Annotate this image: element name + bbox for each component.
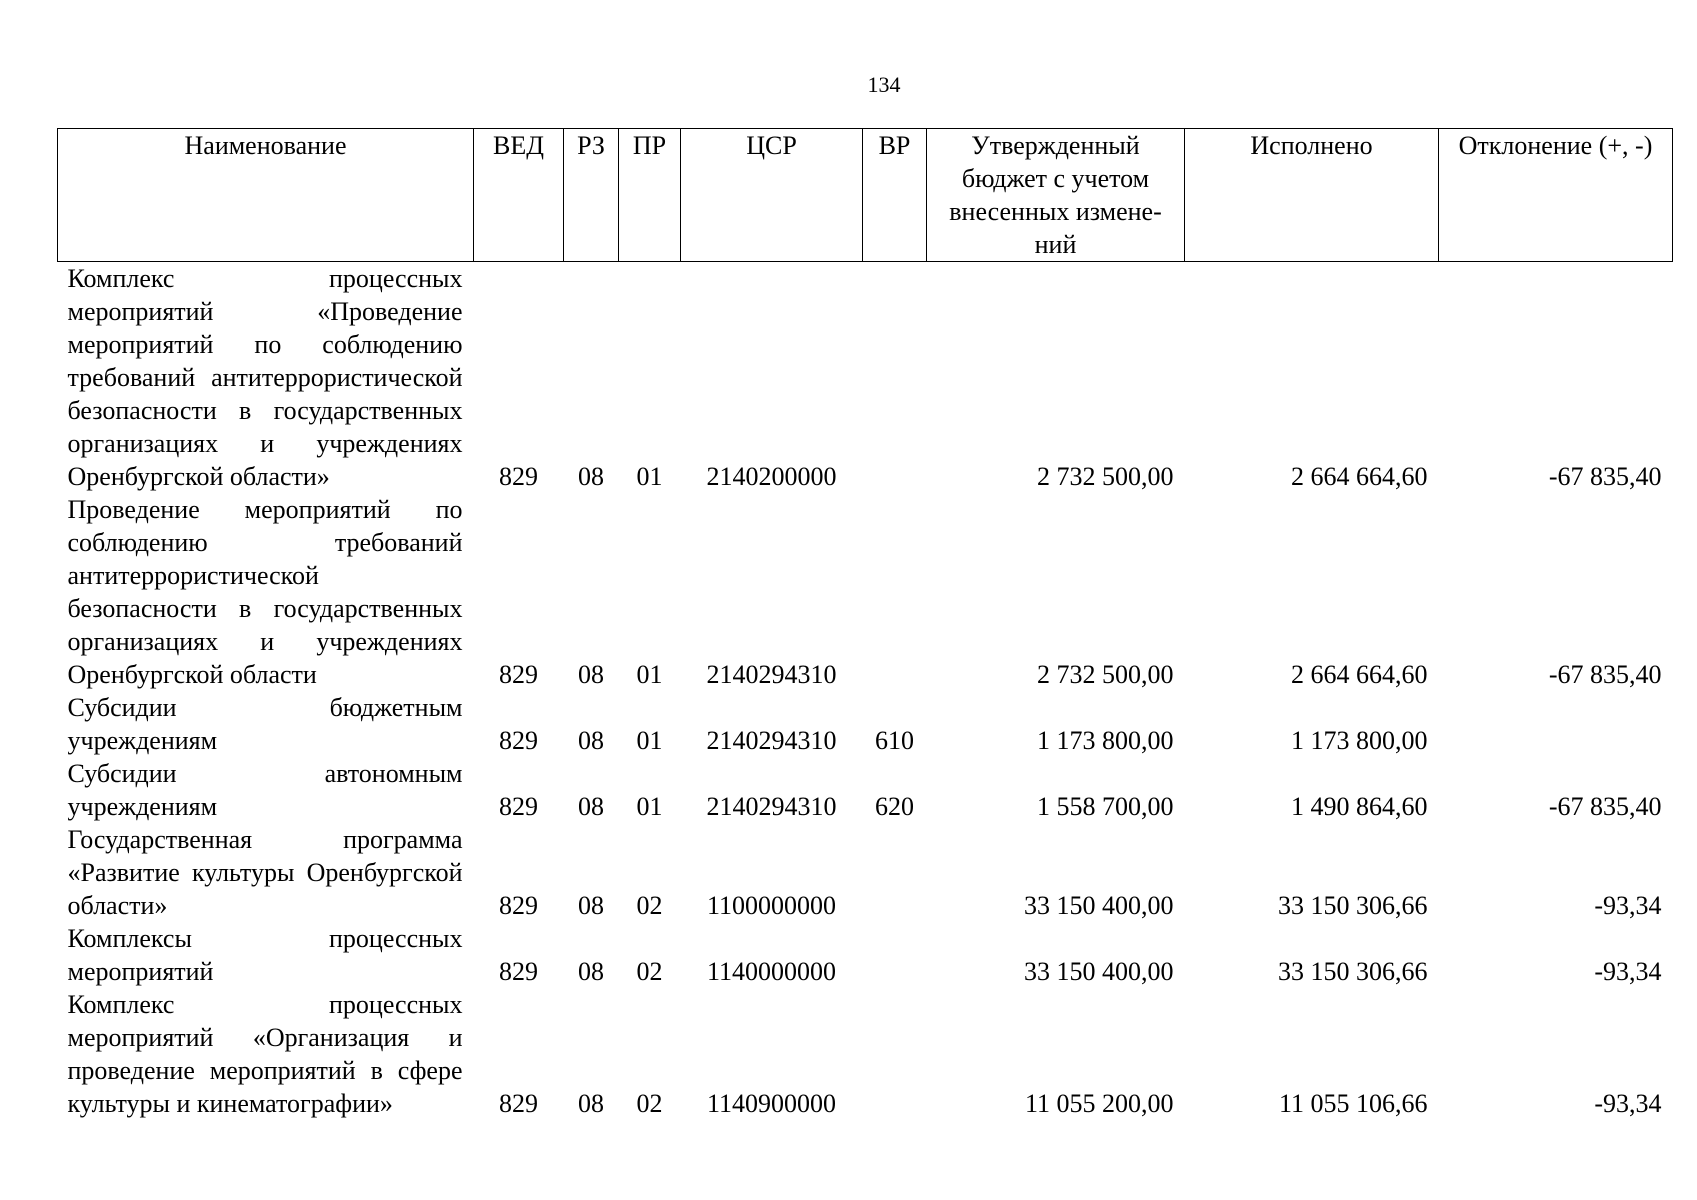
header-deviation: Отклонение (+, -) — [1439, 129, 1673, 262]
header-vr: ВР — [863, 129, 927, 262]
row-approved: 2 732 500,00 — [1037, 660, 1174, 689]
table-header-row — [58, 129, 1673, 262]
row-rz: 08 — [578, 957, 604, 986]
row-name: Комплекс процессных мероприятий «Организация и проведение мероприятий в сфере культуры и кинематографии» — [67, 990, 463, 1118]
row-vr — [863, 262, 927, 494]
header-pr: ПР — [619, 129, 681, 262]
row-approved: 33 150 400,00 — [1024, 957, 1174, 986]
row-approved: 11 055 200,00 — [1024, 1089, 1174, 1118]
row-approved: 2 732 500,00 — [1037, 462, 1174, 491]
header-name: Наименование — [58, 129, 474, 262]
row-rz: 08 — [578, 891, 604, 920]
row-vr — [863, 493, 927, 691]
row-vr: 610 — [875, 726, 914, 755]
row-rz: 08 — [578, 660, 604, 689]
row-name: Проведение мероприятий по соблюдению требований антитеррористической безопасности в государственных организациях и учреждениях Оренбургской области — [67, 495, 463, 689]
table-row — [58, 493, 1673, 691]
row-name: Комплекс процессных мероприятий «Проведение мероприятий по соблюдению требований антитеррористической безопасности в государственных организациях и учреждениях Оренбургской области» — [67, 264, 463, 491]
row-csr: 1100000000 — [706, 891, 837, 920]
row-deviation: -93,34 — [1594, 891, 1662, 920]
row-deviation — [1439, 691, 1673, 757]
row-name: Субсидии автономным учреждениям — [67, 759, 463, 821]
row-pr: 01 — [636, 726, 663, 755]
row-pr: 02 — [636, 891, 663, 920]
row-executed: 2 664 664,60 — [1291, 462, 1428, 491]
row-deviation: -67 835,40 — [1548, 462, 1662, 491]
row-vr — [863, 922, 927, 988]
row-executed: 33 150 306,66 — [1278, 957, 1428, 986]
table-row — [58, 691, 1673, 757]
row-rz: 08 — [578, 1089, 604, 1118]
row-vr — [863, 823, 927, 922]
row-vr: 620 — [875, 792, 914, 821]
row-ved: 829 — [499, 792, 538, 821]
row-csr: 2140294310 — [706, 792, 837, 821]
row-csr: 1140900000 — [706, 1089, 837, 1118]
row-ved: 829 — [499, 462, 538, 491]
row-approved: 1 173 800,00 — [1037, 726, 1174, 755]
row-ved: 829 — [499, 891, 538, 920]
row-pr: 01 — [636, 660, 663, 689]
header-approved: Утвержденный бюджет с учетом внесенных измене-ний — [927, 129, 1185, 262]
row-executed: 1 173 800,00 — [1291, 726, 1428, 755]
header-ved: ВЕД — [474, 129, 564, 262]
row-rz: 08 — [578, 726, 604, 755]
row-pr: 02 — [636, 1089, 663, 1118]
row-approved: 1 558 700,00 — [1037, 792, 1174, 821]
row-deviation: -93,34 — [1594, 957, 1662, 986]
row-csr: 2140294310 — [706, 660, 837, 689]
row-name: Государственная программа «Развитие культуры Оренбургской области» — [67, 825, 463, 920]
table-row — [58, 262, 1673, 494]
table-row — [58, 988, 1673, 1120]
header-executed: Исполнено — [1185, 129, 1439, 262]
page-number: 134 — [867, 72, 901, 97]
row-rz: 08 — [578, 792, 604, 821]
table-row — [58, 823, 1673, 922]
row-executed: 33 150 306,66 — [1278, 891, 1428, 920]
row-csr: 1140000000 — [706, 957, 837, 986]
row-pr: 01 — [636, 462, 663, 491]
row-ved: 829 — [499, 957, 538, 986]
row-ved: 829 — [499, 1089, 538, 1118]
row-executed: 11 055 106,66 — [1278, 1089, 1428, 1118]
row-csr: 2140294310 — [706, 726, 837, 755]
table-row — [58, 757, 1673, 823]
row-deviation: -93,34 — [1594, 1089, 1662, 1118]
row-approved: 33 150 400,00 — [1024, 891, 1174, 920]
row-rz: 08 — [578, 462, 604, 491]
budget-table — [57, 128, 1673, 1120]
header-csr: ЦСР — [681, 129, 863, 262]
row-name: Субсидии бюджетным учреждениям — [67, 693, 463, 755]
row-name: Комплексы процессных мероприятий — [67, 924, 463, 986]
table-row — [58, 922, 1673, 988]
row-deviation: -67 835,40 — [1548, 660, 1662, 689]
row-pr: 01 — [636, 792, 663, 821]
row-executed: 2 664 664,60 — [1291, 660, 1428, 689]
row-executed: 1 490 864,60 — [1291, 792, 1428, 821]
row-pr: 02 — [636, 957, 663, 986]
row-vr — [863, 988, 927, 1120]
row-ved: 829 — [499, 726, 538, 755]
header-rz: РЗ — [564, 129, 619, 262]
row-deviation: -67 835,40 — [1548, 792, 1662, 821]
row-csr: 2140200000 — [706, 462, 837, 491]
row-ved: 829 — [499, 660, 538, 689]
